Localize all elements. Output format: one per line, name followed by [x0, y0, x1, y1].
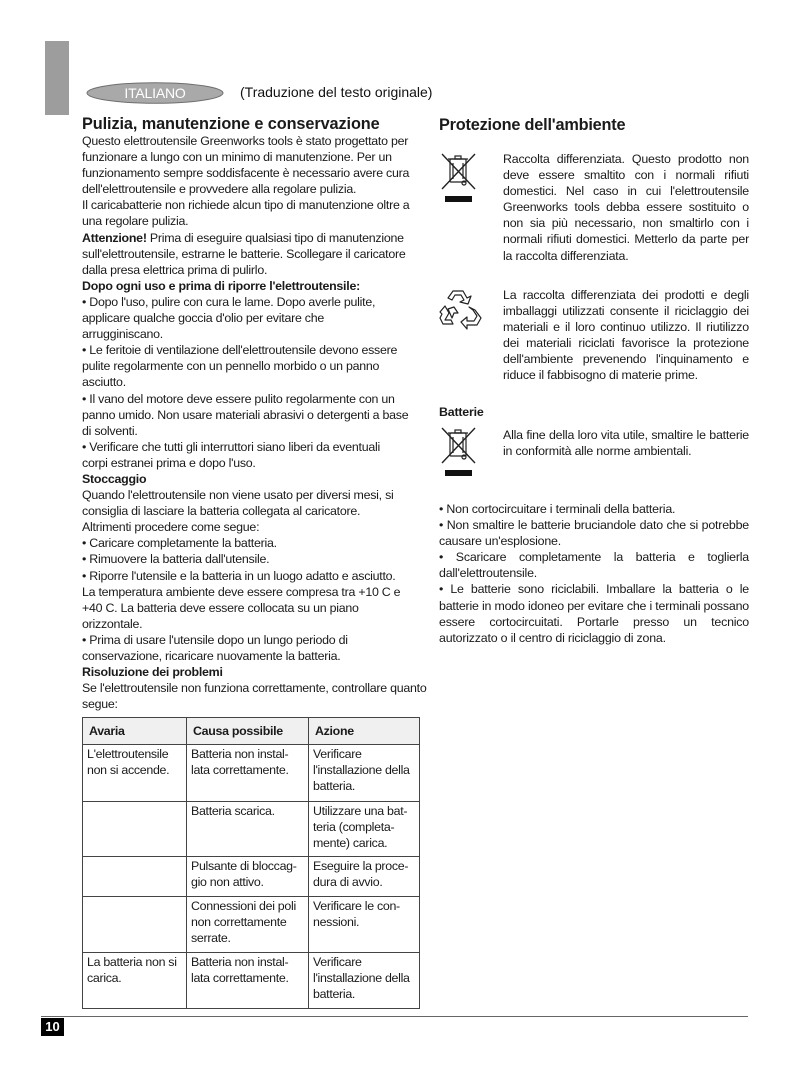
after-use-heading: Dopo ogni uso e prima di riporre l'elettroutensile:	[82, 278, 360, 293]
weee-text: Raccolta differenziata. Questo prodotto non deve essere smaltito con i normali rifiuti domestici. Nel caso in cui l'elettroutensile Greenworks tools debba essere sostituito o non sia più necessario, non smaltirlo con i normali rifiuti domestici. Metterlo da parte per la raccolta differenziata.	[503, 152, 749, 263]
list-item: • Verificare che tutti gli interruttori siano liberi da eventuali corpi estranei prima e dopo l'uso.	[82, 439, 381, 470]
storage-heading: Stoccaggio	[82, 471, 147, 486]
table-row	[83, 857, 420, 897]
list-item: • Non cortocircuitare i terminali della batteria.	[439, 502, 676, 516]
environment-section	[439, 115, 749, 645]
column-header-cause: Causa possibile	[187, 718, 309, 745]
column-header-action: Azione	[309, 718, 420, 745]
list-item: • Il vano del motore deve essere pulito regolarmente con un panno umido. Non usare materiali abrasivi o detergenti a base di solventi.	[82, 391, 409, 438]
warning-text: Prima di eseguire qualsiasi tipo di manutenzione sull'elettroutensile, estrarne le batterie. Scollegare il caricatore dalla presa elettrica prima di pulirlo.	[82, 230, 406, 277]
page-number: 10	[41, 1018, 64, 1036]
charger-note: Il caricabatterie non richiede alcun tipo di manutenzione oltre a una regolare pulizia.	[82, 198, 410, 229]
table-row	[83, 745, 420, 802]
translation-note: (Traduzione del testo originale)	[240, 84, 433, 100]
footer-divider	[41, 1016, 748, 1017]
table-cell-fault	[83, 857, 187, 897]
table-row	[83, 802, 420, 857]
recycle-icon	[439, 287, 479, 335]
table-cell-fault	[83, 802, 187, 857]
table-cell-action: Utilizzare una bat-teria (completa-mente) carica.	[309, 802, 420, 857]
table-cell-action: Verificare l'installazione della batteria.	[309, 953, 420, 1009]
table-cell-cause: Batteria scarica.	[187, 802, 309, 857]
battery-safety-list	[439, 501, 749, 646]
troubleshooting-table	[82, 717, 420, 1009]
table-cell-action: Verificare l'installazione della batteria.	[309, 745, 420, 802]
table-cell-fault: La batteria non si carica.	[83, 953, 187, 1009]
language-badge	[86, 82, 224, 104]
table-cell-fault: L'elettroutensile non si accende.	[83, 745, 187, 802]
table-cell-cause: Connessioni dei poli non correttamente serrate.	[187, 897, 309, 953]
storage-intro: Quando l'elettroutensile non viene usato per diversi mesi, si consiglia di lasciare la batteria collegata al caricatore. Altrimenti procedere come segue:	[82, 488, 394, 535]
language-label: ITALIANO	[124, 85, 186, 101]
list-item: • Le feritoie di ventilazione dell'elettroutensile devono essere pulite regolarmente con un pennello morbido o un panno asciutto.	[82, 343, 398, 390]
list-item: • Riporre l'utensile e la batteria in un luogo adatto e asciutto. La temperatura ambiente deve essere compresa tra +10 C e +40 C. La batteria deve essere collocata su un piano orizzontale.	[82, 568, 401, 631]
list-item: • Dopo l'uso, pulire con cura le lame. Dopo averle pulite, applicare qualche goccia d'olio per evitare che arrugginiscano.	[82, 294, 376, 342]
warning-label: Attenzione!	[82, 230, 147, 245]
section-tab-marker	[45, 41, 69, 115]
table-header-row	[83, 718, 420, 745]
crossed-out-bin-icon	[439, 151, 479, 215]
table-cell-fault	[83, 897, 187, 953]
batteries-text: Alla fine della loro vita utile, smaltire le batterie in conformità alle norme ambientali.	[503, 428, 749, 459]
list-item: • Scaricare completamente la batteria e toglierla dall'elettroutensile.	[439, 550, 749, 581]
list-item: • Le batterie sono riciclabili. Imballare la batteria o le batterie in modo idoneo per evitare che i terminali possano essere cortocircuitati. Portarle presso un tecnico autorizzato o il centro di riciclaggio di zona.	[439, 582, 749, 645]
crossed-out-bin-icon	[439, 425, 479, 489]
maintenance-section	[82, 115, 427, 712]
table-cell-cause: Pulsante di bloccag-gio non attivo.	[187, 857, 309, 897]
section-title: Pulizia, manutenzione e conservazione	[82, 115, 380, 133]
troubleshoot-heading: Risoluzione dei problemi	[82, 665, 223, 680]
table-row	[83, 897, 420, 953]
list-item: • Non smaltire le batterie bruciandole dato che si potrebbe causare un'esplosione.	[439, 518, 749, 549]
column-header-fault: Avaria	[83, 718, 187, 745]
list-item: • Caricare completamente la batteria.	[82, 536, 277, 551]
list-item: • Prima di usare l'utensile dopo un lungo periodo di conservazione, ricaricare nuovamente la batteria.	[82, 632, 348, 663]
warning-paragraph	[82, 230, 427, 278]
list-item: • Rimuovere la batteria dall'utensile.	[82, 552, 270, 567]
table-cell-action: Eseguire la proce-dura di avvio.	[309, 857, 420, 897]
batteries-heading: Batterie	[439, 405, 484, 419]
intro-paragraph: Questo elettroutensile Greenworks tools è stato progettato per funzionare a lungo con un minimo di manutenzione. Per un funzionamento sempre soddisfacente è necessario avere cura dell'elettroutensile e provvedere alla regolare pulizia.	[82, 134, 410, 197]
table-cell-cause: Batteria non instal-lata correttamente.	[187, 953, 309, 1009]
section-title: Protezione dell'ambiente	[439, 116, 626, 134]
recycle-text: La raccolta differenziata dei prodotti e degli imballaggi utilizzati consente il riciclaggio dei materiali e il loro continuo utilizzo. Il riutilizzo dei materiali riciclati favorisce la protezione dell'ambiente prevenendo l'inquinamento e riduce il fabbisogno di materie prime.	[503, 288, 749, 383]
table-cell-cause: Batteria non instal-lata correttamente.	[187, 745, 309, 802]
troubleshoot-intro: Se l'elettroutensile non funziona correttamente, controllare quanto segue:	[82, 681, 427, 712]
table-cell-action: Verificare le con-nessioni.	[309, 897, 420, 953]
table-row	[83, 953, 420, 1009]
